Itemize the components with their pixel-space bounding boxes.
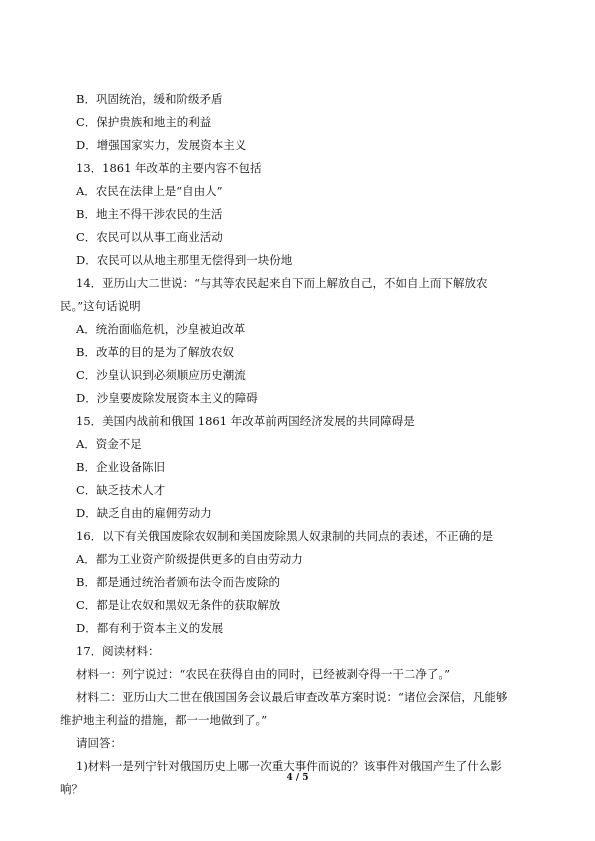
- sub-question-1-line-1: 1)材料一是列宁针对俄国历史上哪一次重大事件而说的？该事件对俄国产生了什么影: [76, 759, 502, 773]
- q14-option-d: D．沙皇要废除发展资本主义的障碍: [76, 391, 258, 405]
- sub-question-1-line-2: 响？: [60, 782, 83, 796]
- q16-option-d: D．都有利于资本主义的发展: [76, 621, 224, 635]
- question-14-stem-line-1: 14．亚历山大二世说：“与其等农民起来自下而上解放自己，不如自上而下解放农: [76, 276, 488, 290]
- q13-option-b: B．地主不得干涉农民的生活: [76, 207, 223, 221]
- q12-option-c: C．保护贵族和地主的利益: [76, 115, 212, 129]
- q15-option-c: C．缺乏技术人才: [76, 483, 166, 497]
- q16-option-b: B．都是通过统治者颁布法令而告废除的: [76, 575, 280, 589]
- question-13-stem: 13．1861 年改革的主要内容不包括: [76, 161, 262, 175]
- material-1: 材料一：列宁说过：“农民在获得自由的同时，已经被剥夺得一干二净了。”: [76, 667, 451, 681]
- question-14-stem-line-2: 民。”这句话说明: [60, 299, 141, 313]
- q16-option-c: C．都是让农奴和黑奴无条件的获取解放: [76, 598, 281, 612]
- material-2-line-1: 材料二：亚历山大二世在俄国国务会议最后审查改革方案时说：“诸位会深信，凡能够: [76, 690, 508, 704]
- question-17-stem: 17．阅读材料：: [76, 644, 160, 658]
- q15-option-d: D．缺乏自由的雇佣劳动力: [76, 506, 212, 520]
- q15-option-b: B．企业设备陈旧: [76, 460, 165, 474]
- page-content: [60, 88, 526, 801]
- q13-option-a: A．农民在法律上是“自由人”: [76, 184, 223, 198]
- question-15-stem: 15．美国内战前和俄国 1861 年改革前两国经济发展的共同障碍是: [76, 414, 415, 428]
- q13-option-c: C．农民可以从事工商业活动: [76, 230, 223, 244]
- material-2-line-2: 维护地主利益的措施，都一一地做到了。”: [60, 713, 268, 727]
- q16-option-a: A．都为工业资产阶级提供更多的自由劳动力: [76, 552, 303, 566]
- q12-option-b: B．巩固统治，缓和阶级矛盾: [76, 92, 223, 106]
- question-16-stem: 16．以下有关俄国废除农奴制和美国废除黑人奴隶制的共同点的表述，不正确的是: [76, 529, 494, 543]
- q14-option-c: C．沙皇认识到必须顺应历史潮流: [76, 368, 246, 382]
- q14-option-a: A．统治面临危机，沙皇被迫改革: [76, 322, 246, 336]
- q15-option-a: A．资金不足: [76, 437, 142, 451]
- q12-option-d: D．增强国家实力，发展资本主义: [76, 138, 247, 152]
- page-number: 4 / 5: [286, 773, 309, 783]
- answer-prompt: 请回答：: [76, 736, 122, 750]
- q13-option-d: D．农民可以从地主那里无偿得到一块份地: [76, 253, 293, 267]
- q14-option-b: B．改革的目的是为了解放农奴: [76, 345, 234, 359]
